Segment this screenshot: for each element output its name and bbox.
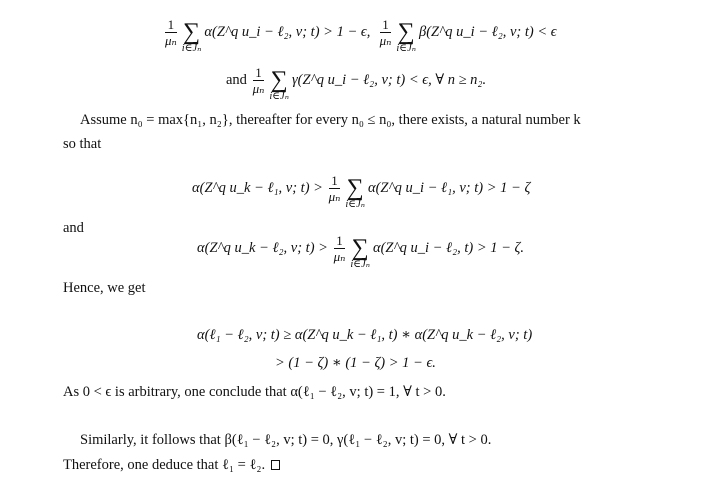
sum-symbol: ∑ i∈Jₙ: [269, 67, 289, 102]
fraction: $\frac{1}{\text{μₙ}}$: [165, 16, 177, 48]
fraction: $\frac{1}{\text{μₙ}}$: [328, 172, 341, 204]
therefore-text: Therefore, one deduce that ℓ₁ = ℓ₂.: [63, 457, 266, 473]
eq4-rhs: α(Z^q u_i − ℓ₂, t) > 1 − ζ.: [372, 239, 525, 256]
paragraph-and: and: [63, 220, 84, 236]
sum-symbol: ∑ i∈Jₙ: [350, 235, 370, 270]
eq3-lhs: α(Z^q u_k − ℓ₁, v; t) >: [192, 179, 323, 196]
equation-5-line-2: > (1 − ζ) ∗ (1 − ζ) > 1 − ϵ.: [275, 355, 436, 371]
paragraph-assume: Assume n₀ = max{n₁, n₂}, thereafter for every n₀ ≤ n₀, there exists, a natural number k: [80, 112, 581, 128]
equation-1: [163, 16, 557, 54]
sum-symbol: ∑ i∈Jₙ: [181, 19, 202, 54]
paragraph-similarly: Similarly, it follows that β(ℓ₁ − ℓ₂, v; t) = 0, γ(ℓ₁ − ℓ₂, v; t) = 0, ∀ t > 0.: [80, 432, 492, 448]
equation-2: [226, 64, 487, 102]
paragraph-so-that: so that: [63, 136, 102, 152]
eq2-gamma-term: γ(Z^q u_i − ℓ₂, v; t) < ϵ, ∀ n ≥ n₂.: [291, 71, 487, 88]
sum-symbol: ∑ i∈Jₙ: [345, 175, 365, 210]
eq2-and: and: [226, 71, 247, 88]
paragraph-therefore: [63, 456, 280, 474]
equation-5-line-1: α(ℓ₁ − ℓ₂, v; t) ≥ α(Z^q u_k − ℓ₁, t) ∗ α(Z^q u_k − ℓ₂, v; t): [197, 327, 533, 343]
eq1-beta-term: β(Z^q u_i − ℓ₂, v; t) < ϵ: [418, 23, 557, 40]
fraction: $\frac{1}{\text{μₙ}}$: [333, 232, 346, 264]
eq3-rhs: α(Z^q u_i − ℓ₁, v; t) > 1 − ζ: [367, 179, 531, 196]
equation-4: [197, 232, 525, 270]
paragraph-as: As 0 < ϵ is arbitrary, one conclude that α(ℓ₁ − ℓ₂, v; t) = 1, ∀ t > 0.: [63, 384, 446, 400]
sum-symbol: ∑ i∈Jₙ: [396, 19, 416, 54]
paragraph-hence: Hence, we get: [63, 280, 146, 296]
equation-3: [192, 172, 531, 210]
fraction: $\frac{1}{\text{μₙ}}$: [379, 16, 392, 48]
fraction: $\frac{1}{\text{μₙ}}$: [252, 64, 265, 96]
eq1-alpha-term: α(Z^q u_i − ℓ₂, v; t) > 1 − ϵ,: [204, 23, 371, 40]
eq4-lhs: α(Z^q u_k − ℓ₂, v; t) >: [197, 239, 328, 256]
qed-square-icon: [271, 460, 280, 470]
